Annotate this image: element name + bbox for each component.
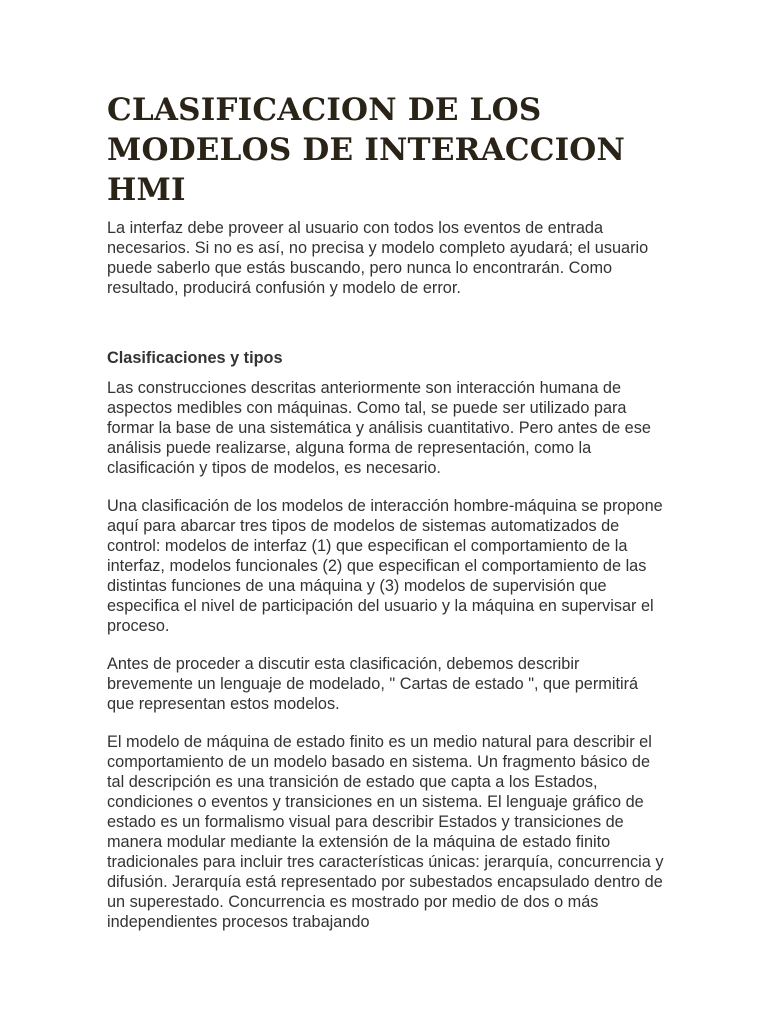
body-paragraph-3: Antes de proceder a discutir esta clasificación, debemos describir brevemente un lenguaje de modelado, " Cartas de estado ", que permitirá que representan estos modelos. bbox=[107, 655, 639, 713]
body-paragraph-4: El modelo de máquina de estado finito es un medio natural para describir el comportamiento de un modelo basado en sistema. Un fragmento básico de tal descripción es una transición de estado que capta a los Estados, condiciones o eventos y transiciones en un sistema. El lenguaje gráfico de estado es un formalismo visual para describir Estados y transiciones de manera modular mediante la extensión de la máquina de estado finito tradicionales para incluir tres características únicas: jerarquía, concurrencia y difusión. Jerarquía está representado por subestados encapsulado dentro de un superestado. Concurrencia es mostrado por medio de dos o más independientes procesos trabajando bbox=[107, 733, 664, 931]
section-heading: Clasificaciones y tipos bbox=[107, 349, 283, 367]
body-paragraph-1: Las construcciones descritas anteriormente son interacción humana de aspectos medibles con máquinas. Como tal, se puede ser utilizado para formar la base de una sistemática y análisis cuantitativo. Pero antes de ese análisis puede realizarse, alguna forma de representación, como la clasificación y tipos de modelos, es necesario. bbox=[107, 379, 651, 477]
document-page bbox=[107, 90, 667, 950]
body-paragraph-2: Una clasificación de los modelos de interacción hombre-máquina se propone aquí para abarcar tres tipos de modelos de sistemas automatizados de control: modelos de interfaz (1) que especifican el comportamiento de la interfaz, modelos funcionales (2) que especifican el comportamiento de las distintas funciones de una máquina y (3) modelos de supervisión que especifica el nivel de participación del usuario y la máquina en supervisar el proceso. bbox=[107, 497, 663, 635]
document-title: CLASIFICACION DE LOS MODELOS DE INTERACCION HMI bbox=[107, 92, 626, 208]
intro-paragraph: La interfaz debe proveer al usuario con todos los eventos de entrada necesarios. Si no es así, no precisa y modelo completo ayudará; el usuario puede saberlo que estás buscando, pero nunca lo encontrarán. Como resultado, producirá confusión y modelo de error. bbox=[107, 219, 649, 297]
